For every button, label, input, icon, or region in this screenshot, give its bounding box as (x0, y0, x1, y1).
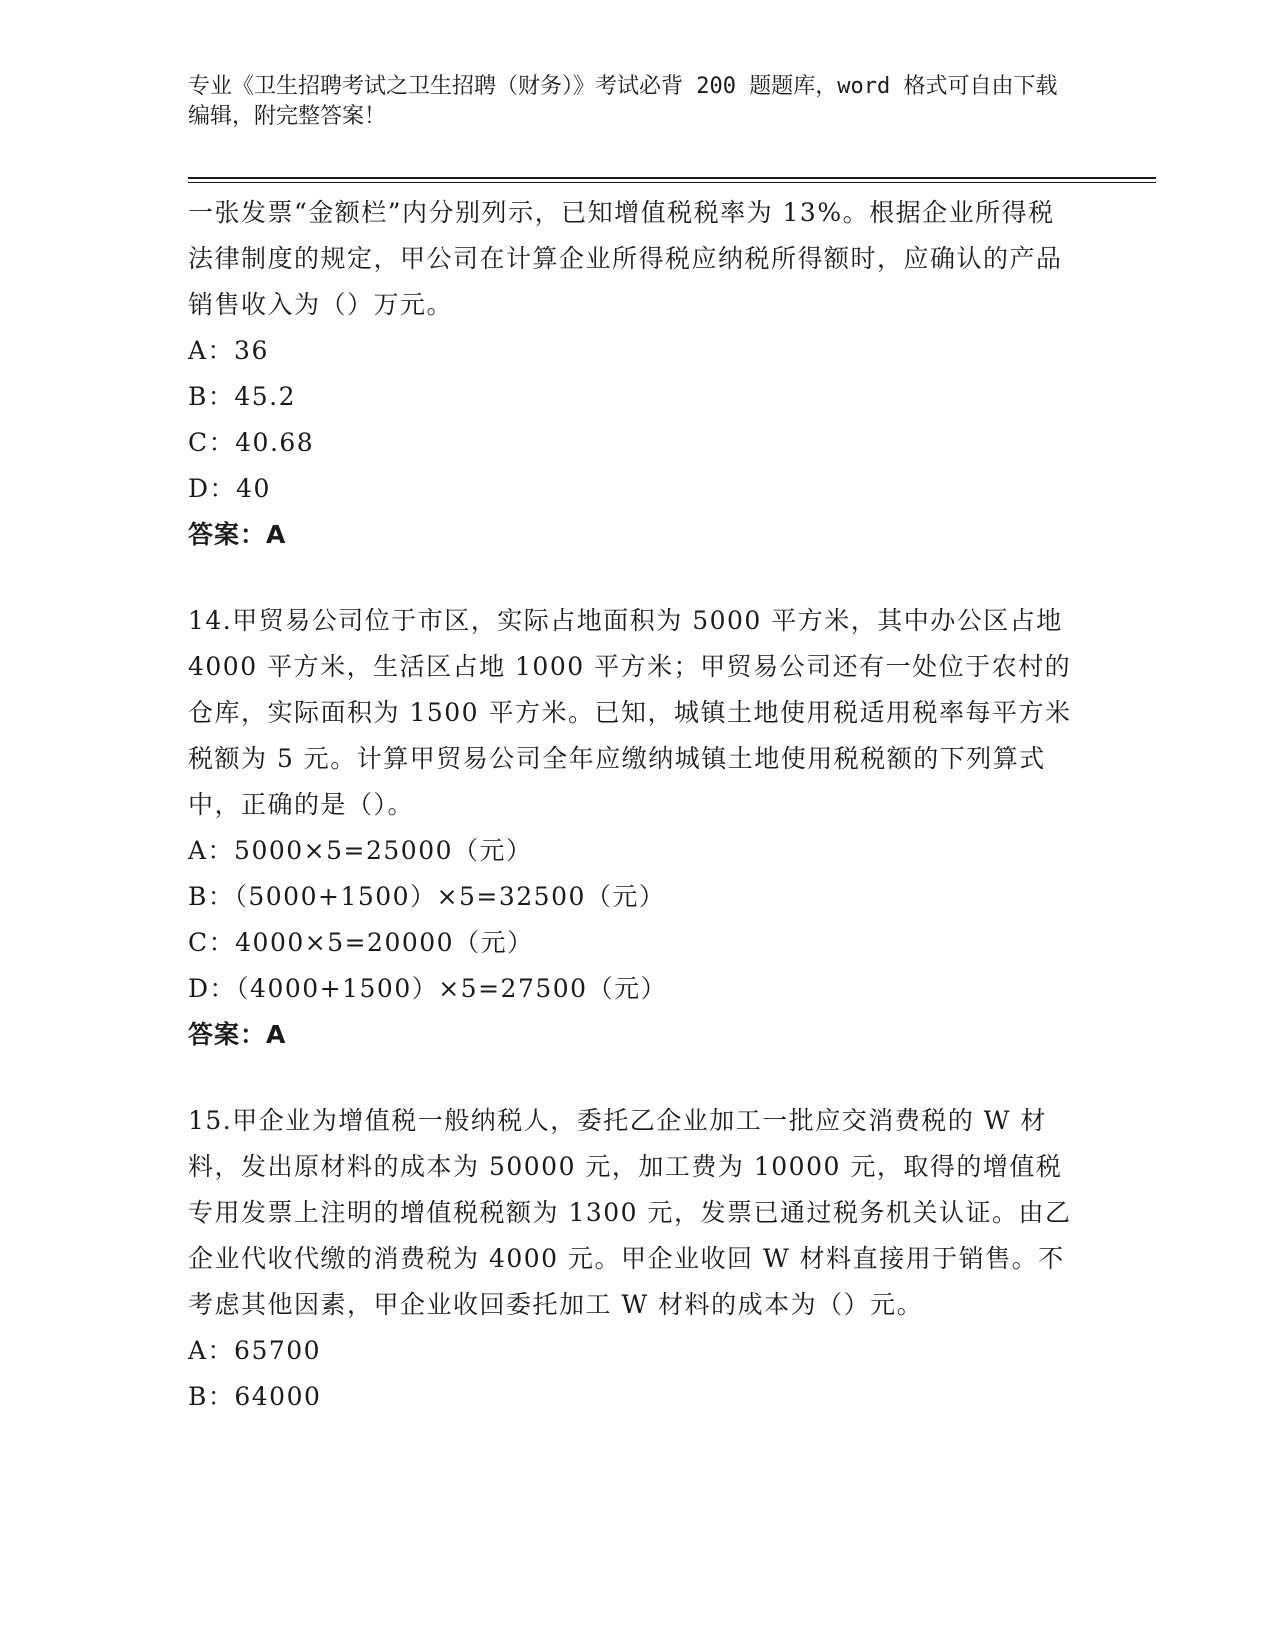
question-14-option-c: C：4000×5=20000（元） (188, 928, 534, 957)
question-15-stem: 15.甲企业为增值税一般纳税人，委托乙企业加工一批应交消费税的 W 材料，发出原材料的成本为 50000 元，加工费为 10000 元，取得的增值税专用发票上注明的增值税税额为 1300 元，发票已通过税务机关认证。由乙企业代收代缴的消费税为 4000 元。甲企业收回 W 材料直接用于销售。不考虑其他因素，甲企业收回委托加工 W 材料的成本为（）元。 (188, 1106, 1072, 1319)
question-13-answer: 答案：A (188, 520, 287, 549)
question-14-option-b: B：（5000+1500）×5=32500（元） (188, 882, 666, 911)
question-15-option-b: B：64000 (188, 1382, 322, 1411)
question-13-option-c: C：40.68 (188, 428, 315, 457)
spacer (188, 558, 1078, 598)
document-header: 专业《卫生招聘考试之卫生招聘（财务）》考试必背 200 题题库，word 格式可自由下载编辑，附完整答案！ (188, 74, 1058, 129)
question-13-option-d: D：40 (188, 474, 271, 503)
question-14-option-d: D：（4000+1500）×5=27500（元） (188, 974, 668, 1003)
question-13-option-a: A：36 (188, 336, 269, 365)
header-rule-thin (188, 182, 1156, 183)
header-rule-thick (188, 177, 1156, 179)
question-15-option-a: A：65700 (188, 1336, 322, 1365)
question-13-option-b: B：45.2 (188, 382, 297, 411)
document-body (188, 190, 1078, 1420)
question-13-stem: 一张发票“金额栏”内分别列示，已知增值税税率为 13%。根据企业所得税法律制度的规定，甲公司在计算企业所得税应纳税所得额时，应确认的产品销售收入为（）万元。 (188, 198, 1063, 319)
question-14-option-a: A：5000×5=25000（元） (188, 836, 533, 865)
spacer (188, 1058, 1078, 1098)
question-14-stem: 14.甲贸易公司位于市区，实际占地面积为 5000 平方米，其中办公区占地 4000 平方米，生活区占地 1000 平方米；甲贸易公司还有一处位于农村的仓库，实际面积为 1500 平方米。已知，城镇土地使用税适用税率每平方米税额为 5 元。计算甲贸易公司全年应缴纳城镇土地使用税税额的下列算式中，正确的是（）。 (188, 606, 1072, 819)
question-14-answer: 答案：A (188, 1020, 287, 1049)
